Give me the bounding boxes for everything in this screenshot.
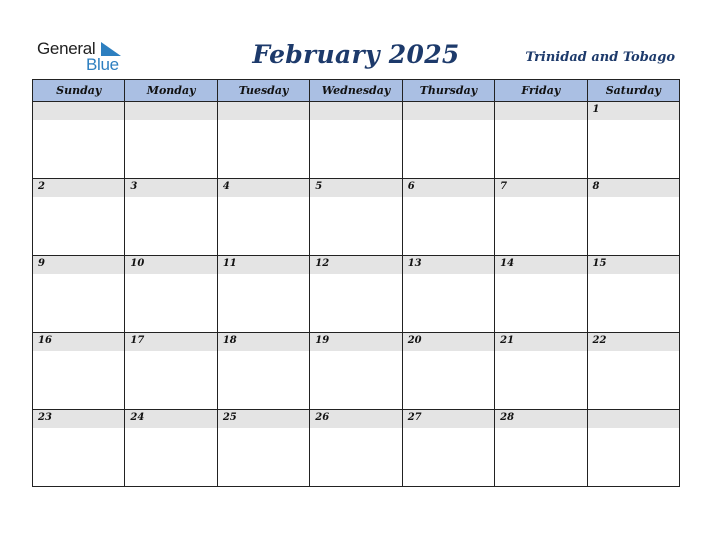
day-number-bar — [33, 256, 124, 274]
day-number-bar — [218, 333, 309, 351]
day-cell — [495, 256, 587, 333]
day-number: 10 — [130, 258, 145, 269]
logo-word-blue: Blue — [86, 55, 119, 74]
day-number-bar — [495, 410, 586, 428]
day-number: 21 — [500, 335, 515, 346]
day-number-bar — [588, 333, 679, 351]
day-number: 1 — [592, 104, 600, 115]
day-number-bar — [588, 410, 679, 428]
day-number: 14 — [500, 258, 515, 269]
day-cell — [587, 410, 679, 487]
day-number-bar — [495, 102, 586, 120]
weekday-tuesday: Tuesday — [217, 80, 309, 102]
day-cell — [402, 179, 494, 256]
day-number: 22 — [592, 335, 607, 346]
day-number: 13 — [407, 258, 422, 269]
weekday-header-row — [33, 80, 680, 102]
day-number: 18 — [222, 335, 237, 346]
day-number-bar — [33, 410, 124, 428]
day-number-bar — [33, 333, 124, 351]
calendar-body — [33, 102, 680, 487]
day-number-bar — [403, 410, 494, 428]
day-number-bar — [125, 256, 216, 274]
calendar-title: February 2025 — [252, 40, 460, 69]
day-number-bar — [33, 179, 124, 197]
day-number: 17 — [130, 335, 145, 346]
day-cell — [33, 333, 125, 410]
day-number: 19 — [315, 335, 330, 346]
day-cell — [402, 410, 494, 487]
day-number: 23 — [38, 412, 52, 423]
day-number: 11 — [222, 258, 237, 269]
day-number: 20 — [407, 335, 422, 346]
day-cell — [310, 102, 402, 179]
weekday-thursday: Thursday — [402, 80, 494, 102]
day-cell — [310, 256, 402, 333]
day-number-bar — [125, 102, 216, 120]
day-number-bar — [588, 102, 679, 120]
day-cell — [587, 179, 679, 256]
day-number-bar — [588, 179, 679, 197]
day-number-bar — [495, 333, 586, 351]
week-row — [33, 256, 680, 333]
weekday-monday: Monday — [125, 80, 217, 102]
day-number: 4 — [222, 181, 230, 192]
day-cell — [495, 102, 587, 179]
day-number-bar — [218, 256, 309, 274]
day-cell — [125, 179, 217, 256]
day-number-bar — [218, 410, 309, 428]
day-cell — [587, 256, 679, 333]
day-number: 28 — [500, 412, 515, 423]
week-row — [33, 102, 680, 179]
day-cell — [33, 256, 125, 333]
day-cell — [125, 333, 217, 410]
day-number-bar — [588, 256, 679, 274]
day-number: 3 — [130, 181, 138, 192]
week-row — [33, 410, 680, 487]
day-number: 24 — [130, 412, 145, 423]
day-number: 6 — [407, 181, 415, 192]
month-calendar — [32, 79, 680, 487]
day-cell — [402, 102, 494, 179]
day-number-bar — [125, 333, 216, 351]
day-cell — [33, 102, 125, 179]
week-row — [33, 333, 680, 410]
day-number-bar — [403, 102, 494, 120]
weekday-sunday: Sunday — [33, 80, 125, 102]
day-number: 9 — [38, 258, 45, 269]
day-number: 5 — [315, 181, 323, 192]
day-number-bar — [218, 102, 309, 120]
day-number: 7 — [500, 181, 508, 192]
day-number-bar — [403, 256, 494, 274]
day-cell — [33, 410, 125, 487]
weekday-saturday: Saturday — [587, 80, 679, 102]
day-cell — [495, 410, 587, 487]
day-number-bar — [310, 102, 401, 120]
day-number: 2 — [38, 181, 45, 192]
day-cell — [217, 179, 309, 256]
day-cell — [587, 333, 679, 410]
week-row — [33, 179, 680, 256]
logo-word-general: General — [37, 39, 96, 58]
day-number-bar — [310, 410, 401, 428]
day-number-bar — [495, 256, 586, 274]
day-cell — [310, 333, 402, 410]
day-number: 27 — [407, 412, 422, 423]
day-number: 26 — [315, 412, 330, 423]
weekday-friday: Friday — [495, 80, 587, 102]
day-cell — [217, 410, 309, 487]
day-number-bar — [310, 179, 401, 197]
day-cell — [217, 102, 309, 179]
day-number-bar — [403, 179, 494, 197]
day-cell — [217, 333, 309, 410]
day-number-bar — [495, 179, 586, 197]
day-number-bar — [310, 256, 401, 274]
day-cell — [125, 256, 217, 333]
day-cell — [587, 102, 679, 179]
day-number: 8 — [592, 181, 600, 192]
day-number-bar — [125, 179, 216, 197]
day-cell — [402, 256, 494, 333]
day-number: 15 — [592, 258, 607, 269]
weekday-wednesday: Wednesday — [310, 80, 402, 102]
day-cell — [402, 333, 494, 410]
day-cell — [310, 410, 402, 487]
day-number-bar — [403, 333, 494, 351]
day-cell — [33, 179, 125, 256]
day-cell — [495, 179, 587, 256]
day-cell — [310, 179, 402, 256]
day-cell — [495, 333, 587, 410]
day-number-bar — [33, 102, 124, 120]
day-number: 12 — [315, 258, 330, 269]
day-number-bar — [218, 179, 309, 197]
day-number-bar — [310, 333, 401, 351]
country-name: Trinidad and Tobago — [525, 50, 675, 65]
day-number: 25 — [222, 412, 237, 423]
day-cell — [125, 102, 217, 179]
day-cell — [125, 410, 217, 487]
day-number: 16 — [38, 335, 52, 346]
day-cell — [217, 256, 309, 333]
day-number-bar — [125, 410, 216, 428]
